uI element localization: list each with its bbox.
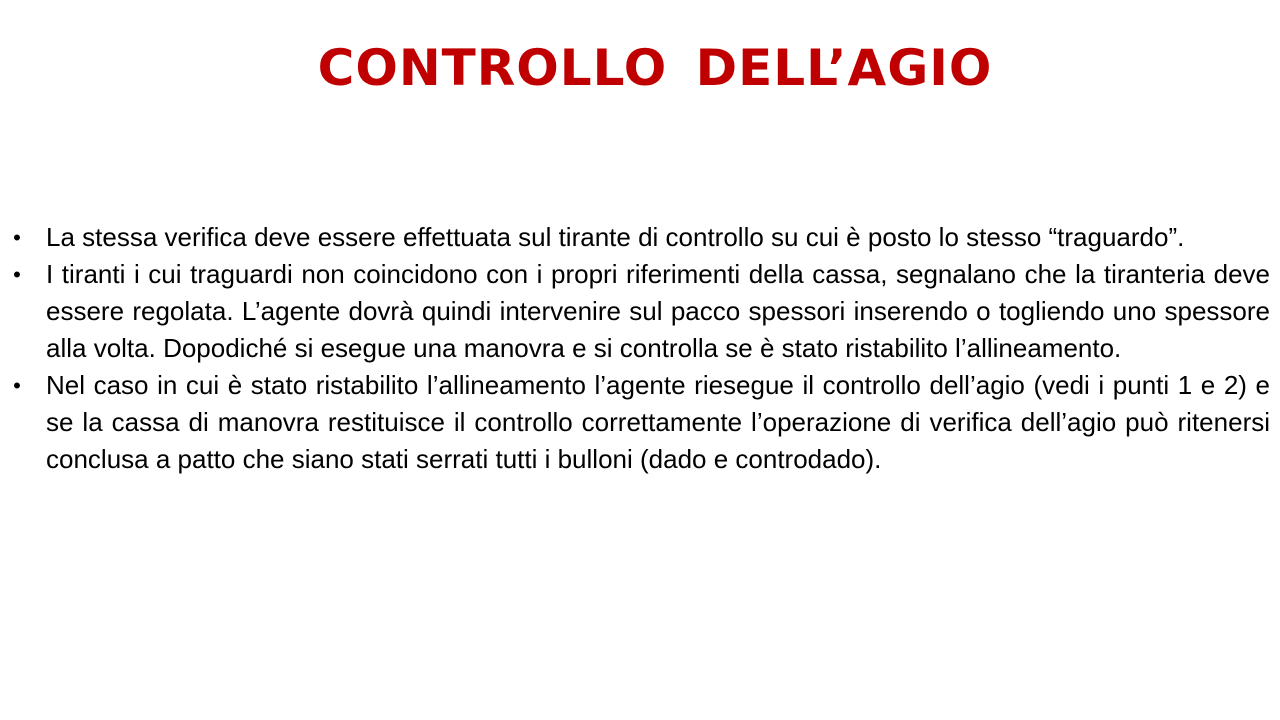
bullet-icon: • bbox=[13, 225, 21, 250]
slide-title: CONTROLLO DELL’AGIO bbox=[317, 38, 993, 97]
bullet-item bbox=[0, 256, 1280, 367]
bullet-list bbox=[0, 219, 1280, 478]
bullet-icon: • bbox=[13, 262, 21, 287]
bullet-item bbox=[0, 219, 1280, 256]
bullet-text: La stessa verifica deve essere effettuata sul tirante di controllo su cui è posto lo stesso “traguardo”. bbox=[46, 222, 1185, 252]
bullet-icon: • bbox=[13, 373, 21, 398]
bullet-text: Nel caso in cui è stato ristabilito l’allineamento l’agente riesegue il controllo dell’agio (vedi i punti 1 e 2) e se la cassa di manovra restituisce il controllo correttamente l’operazione di verifica dell’agio può ritenersi conclusa a patto che siano stati serrati tutti i bulloni (dado e controdado). bbox=[46, 370, 1270, 474]
bullet-item bbox=[0, 367, 1280, 478]
bullet-text: I tiranti i cui traguardi non coincidono con i propri riferimenti della cassa, segnalano che la tiranteria deve essere regolata. L’agente dovrà quindi intervenire sul pacco spessori inserendo o togliendo uno spessore alla volta. Dopodiché si esegue una manovra e si controlla se è stato ristabilito l’allineamento. bbox=[46, 259, 1270, 363]
